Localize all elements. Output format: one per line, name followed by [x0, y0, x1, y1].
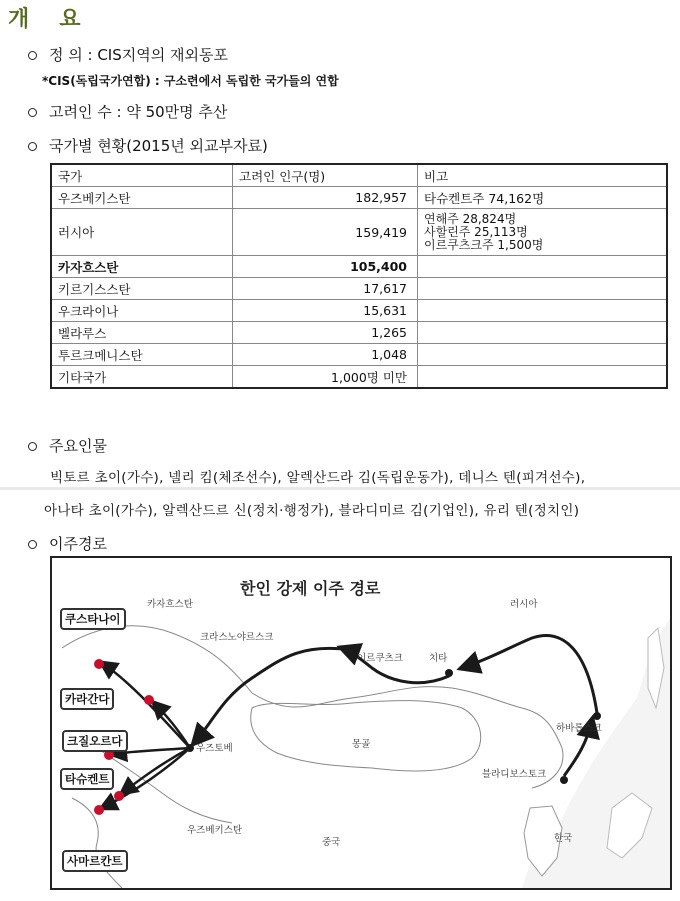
migration-map	[50, 556, 672, 890]
table-row: 카자흐스탄 105,400	[51, 256, 667, 278]
country-heading: 국가별 현황(2015년 외교부자료)	[28, 135, 268, 156]
city-label: 블라디보스토크	[482, 769, 547, 780]
destination-tashkent: 타슈켄트	[60, 768, 114, 790]
table-row: 키르기스스탄 17,617	[51, 278, 667, 300]
city-dot	[348, 646, 356, 654]
city-label: 우즈토베	[196, 743, 233, 754]
destination-marker	[94, 659, 104, 669]
divider	[0, 487, 680, 490]
table-row: 투르크메니스탄 1,048	[51, 344, 667, 366]
destination-kostanay: 쿠스타나이	[60, 608, 126, 630]
population-table	[50, 163, 668, 389]
table-row: 벨라루스 1,265	[51, 322, 667, 344]
region-label: 몽골	[352, 739, 371, 750]
city-dot	[560, 776, 568, 784]
city-label: 하바롭스크	[556, 723, 602, 734]
map-title: 한인 강제 이주 경로	[240, 579, 381, 598]
table-row: 우크라이나 15,631	[51, 300, 667, 322]
table-row: 기타국가 1,000명 미만	[51, 366, 667, 389]
region-label: 카자흐스탄	[147, 599, 193, 610]
city-label: 크라스노야르스크	[200, 632, 274, 643]
table-header: 국가 고려인 인구(명) 비고	[51, 164, 667, 187]
sakhalin-shape	[648, 628, 664, 708]
people-line-2: 아나타 초이(가수), 알렉산드르 신(정치·행정가), 블라디미르 김(기업인), 유리 텐(정치인)	[44, 503, 580, 519]
bullet-icon	[28, 108, 37, 117]
destination-marker	[114, 791, 124, 801]
city-label: 치타	[429, 653, 448, 664]
destination-marker	[144, 695, 154, 705]
definition-line: 정 의 : CIS지역의 재외동포	[28, 44, 228, 65]
people-heading: 주요인물	[28, 435, 107, 456]
section-title: 개 요	[8, 7, 85, 32]
table-row: 러시아 159,419 연해주 28,824명 사할린주 25,113명 이르쿠츠크주 1,500명	[51, 209, 667, 256]
bullet-icon	[28, 142, 37, 151]
route-heading: 이주경로	[28, 533, 107, 554]
bullet-icon	[28, 442, 37, 451]
city-dot	[445, 669, 453, 677]
destination-samarkand: 사마르칸트	[62, 850, 128, 872]
people-line-1: 빅토르 초이(가수), 넬리 킴(체조선수), 알렉산드라 김(독립운동가), 데니스 텐(피겨선수),	[50, 470, 586, 486]
destination-karaganda: 카라간다	[60, 688, 114, 710]
table-row: 우즈베키스탄 182,957 타슈켄트주 74,162명	[51, 187, 667, 209]
region-label: 우즈베키스탄	[187, 825, 243, 836]
city-label: 이르쿠츠크	[357, 653, 403, 664]
bullet-icon	[28, 540, 37, 549]
region-label: 중국	[322, 837, 341, 848]
region-label: 한국	[554, 833, 573, 844]
city-dot	[593, 712, 601, 720]
japan-shape	[607, 793, 652, 858]
destination-marker	[94, 805, 104, 815]
population-line: 고려인 수 : 약 50만명 추산	[28, 101, 227, 122]
city-dot	[186, 744, 194, 752]
bullet-icon	[28, 51, 37, 60]
definition-note: *CIS(독립국가연합) : 구소련에서 독립한 국가들의 연합	[42, 74, 339, 88]
region-label: 러시아	[510, 599, 538, 610]
destination-kyzylorda: 크질오르다	[62, 730, 128, 752]
